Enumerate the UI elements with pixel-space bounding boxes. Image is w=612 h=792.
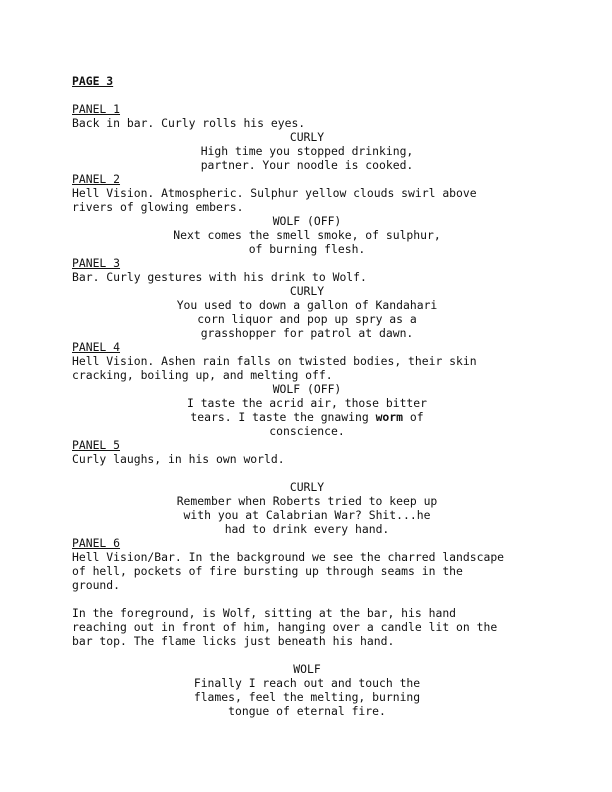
- dialogue-line: Finally I reach out and touch the: [193, 676, 421, 690]
- panel-heading: PANEL 1: [72, 102, 121, 116]
- panel-3: [72, 256, 542, 340]
- dialogue-line: conscience.: [269, 424, 345, 438]
- dialogue-line: partner. Your noodle is cooked.: [200, 158, 414, 172]
- panel-description: In the foreground, is Wolf, sitting at the bar, his hand: [72, 606, 457, 620]
- panel-description: rivers of glowing embers.: [72, 200, 244, 214]
- dialogue-line: High time you stopped drinking,: [200, 144, 414, 158]
- character-name: CURLY: [289, 130, 325, 144]
- panel-6: [72, 536, 542, 718]
- character-name: WOLF (OFF): [272, 382, 342, 396]
- panel-description: Bar. Curly gestures with his drink to Wolf.: [72, 270, 367, 284]
- panel-heading: PANEL 2: [72, 172, 121, 186]
- panel-description: Curly laughs, in his own world.: [72, 452, 285, 466]
- panel-description: reaching out in front of him, hanging over a candle lit on the: [72, 620, 498, 634]
- character-name: WOLF: [293, 662, 321, 676]
- panel-description: of hell, pockets of fire bursting up through seams in the: [72, 564, 463, 578]
- dialogue-line: tongue of eternal fire.: [228, 704, 386, 718]
- panel-heading: PANEL 3: [72, 256, 121, 270]
- panel-description: bar top. The flame licks just beneath his hand.: [72, 634, 395, 648]
- dialogue-line: grasshopper for patrol at dawn.: [200, 326, 414, 340]
- script-body: [72, 102, 542, 718]
- dialogue-line: corn liquor and pop up spry as a: [197, 312, 417, 326]
- dialogue-line: Remember when Roberts tried to keep up: [176, 494, 438, 508]
- dialogue-line: had to drink every hand.: [224, 522, 390, 536]
- spacer: [72, 592, 542, 606]
- panel-5: [72, 438, 542, 536]
- dialogue-line: with you at Calabrian War? Shit...he: [183, 508, 431, 522]
- emphasized-word: worm: [375, 410, 404, 424]
- panel-description: Hell Vision/Bar. In the background we see the charred landscape: [72, 550, 505, 564]
- panel-description: Hell Vision. Ashen rain falls on twisted bodies, their skin: [72, 354, 477, 368]
- dialogue-line: I taste the acrid air, those bitter: [186, 396, 428, 410]
- character-name: WOLF (OFF): [272, 214, 342, 228]
- page-title: PAGE 3: [72, 74, 114, 88]
- dialogue-line: of burning flesh.: [248, 242, 366, 256]
- panel-heading: PANEL 6: [72, 536, 121, 550]
- dialogue-line: You used to down a gallon of Kandahari: [176, 298, 438, 312]
- spacer: [72, 466, 542, 480]
- panel-description: Back in bar. Curly rolls his eyes.: [72, 116, 306, 130]
- dialogue-line: [72, 410, 542, 424]
- panel-description: cracking, boiling up, and melting off.: [72, 368, 333, 382]
- dialogue-line: flames, feel the melting, burning: [193, 690, 421, 704]
- character-name: CURLY: [289, 480, 325, 494]
- panel-4: [72, 340, 542, 438]
- panel-2: [72, 172, 542, 256]
- dialogue-fragment: tears. I taste the gnawing: [190, 410, 376, 424]
- panel-description: Hell Vision. Atmospheric. Sulphur yellow clouds swirl above: [72, 186, 477, 200]
- dialogue-fragment: of: [403, 410, 424, 424]
- character-name: CURLY: [289, 284, 325, 298]
- panel-heading: PANEL 4: [72, 340, 121, 354]
- dialogue-line: Next comes the smell smoke, of sulphur,: [173, 228, 441, 242]
- panel-1: [72, 102, 542, 172]
- spacer: [72, 648, 542, 662]
- panel-heading: PANEL 5: [72, 438, 121, 452]
- panel-description: ground.: [72, 578, 121, 592]
